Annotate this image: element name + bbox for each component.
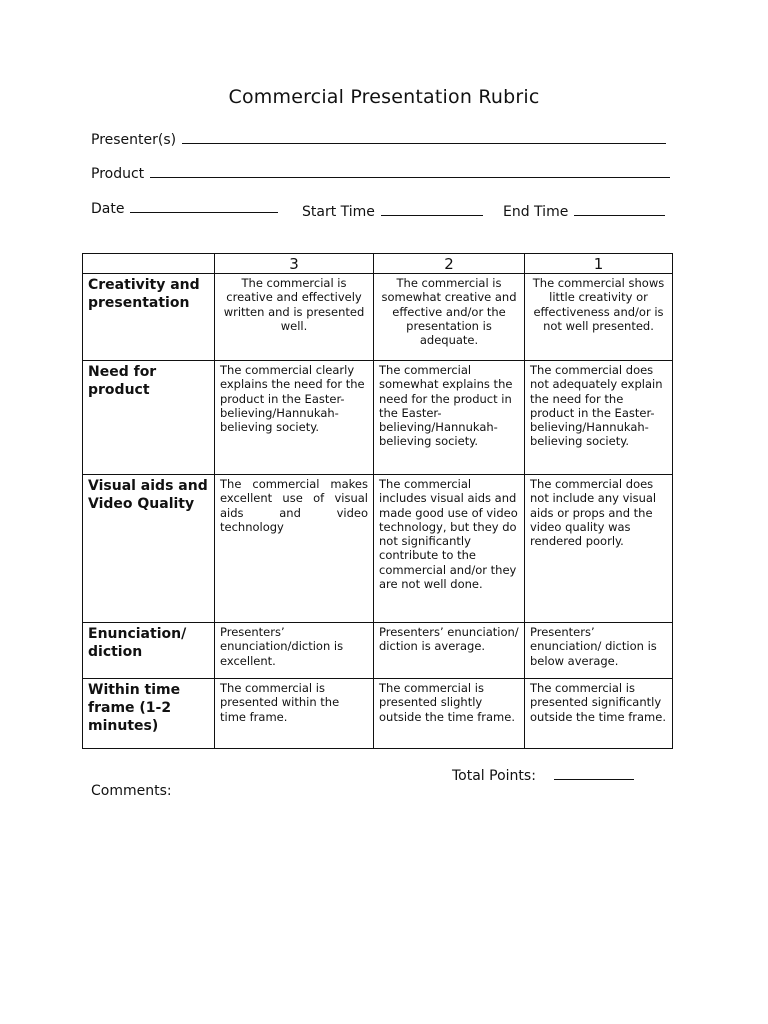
rubric-cell: The commercial is somewhat creative and effective and/or the presentation is adequate. [374,274,525,361]
date-line[interactable] [130,198,278,213]
presenters-field [91,129,666,148]
table-row [83,361,673,475]
document-title: Commercial Presentation Rubric [228,86,540,108]
end-time-line[interactable] [574,201,665,216]
rubric-cell: The commercial is presented within the time frame. [215,679,374,749]
end-time-field [503,201,665,220]
header-score-1: 1 [525,254,673,274]
header-criteria [83,254,215,274]
criterion-creativity: Creativity and presentation [83,274,215,361]
table-row [83,679,673,749]
total-points-line[interactable] [554,765,634,780]
table-row [83,475,673,623]
presenters-line[interactable] [182,129,666,144]
criterion-need-for-product: Need for product [83,361,215,475]
header-score-2: 2 [374,254,525,274]
end-time-label: End Time [503,204,569,220]
rubric-cell: Presenters’ enunciation/ diction is below average. [525,623,673,679]
table-row [83,623,673,679]
rubric-cell: The commercial includes visual aids and made good use of video technology, but they do not significantly contribute to the commercial and/or they are not well done. [374,475,525,623]
rubric-cell: The commercial shows little creativity or effectiveness and/or is not well presented. [525,274,673,361]
header-row [83,254,673,274]
rubric-cell: The commercial makes excellent use of visual aids and video technology [215,475,374,623]
product-line[interactable] [150,163,670,178]
rubric-cell: The commercial does not include any visual aids or props and the video quality was rendered poorly. [525,475,673,623]
rubric-cell: The commercial is presented significantly outside the time frame. [525,679,673,749]
rubric-cell: Presenters’ enunciation/diction is excellent. [215,623,374,679]
rubric-cell: The commercial somewhat explains the need for the product in the Easter-believing/Hannukah-believing society. [374,361,525,475]
rubric-table [82,253,673,749]
table-row [83,274,673,361]
rubric-cell: The commercial does not adequately explain the need for the product in the Easter-believing/Hannukah-believing society. [525,361,673,475]
total-points-field [452,765,634,784]
start-time-label: Start Time [302,204,375,220]
presenters-label: Presenter(s) [91,132,177,148]
header-score-3: 3 [215,254,374,274]
product-label: Product [91,166,145,182]
product-field [91,163,670,182]
criterion-enunciation: Enunciation/ diction [83,623,215,679]
start-time-line[interactable] [381,201,483,216]
total-points-label: Total Points: [452,768,536,784]
rubric-cell: Presenters’ enunciation/ diction is average. [374,623,525,679]
date-label: Date [91,201,125,217]
start-time-field [302,201,483,220]
criterion-visual-aids: Visual aids and Video Quality [83,475,215,623]
date-field [91,198,278,217]
comments-label: Comments: [91,783,172,799]
rubric-cell: The commercial is creative and effectively written and is presented well. [215,274,374,361]
rubric-cell: The commercial clearly explains the need for the product in the Easter-believing/Hannukah-believing society. [215,361,374,475]
rubric-cell: The commercial is presented slightly outside the time frame. [374,679,525,749]
criterion-time-frame: Within time frame (1-2 minutes) [83,679,215,749]
